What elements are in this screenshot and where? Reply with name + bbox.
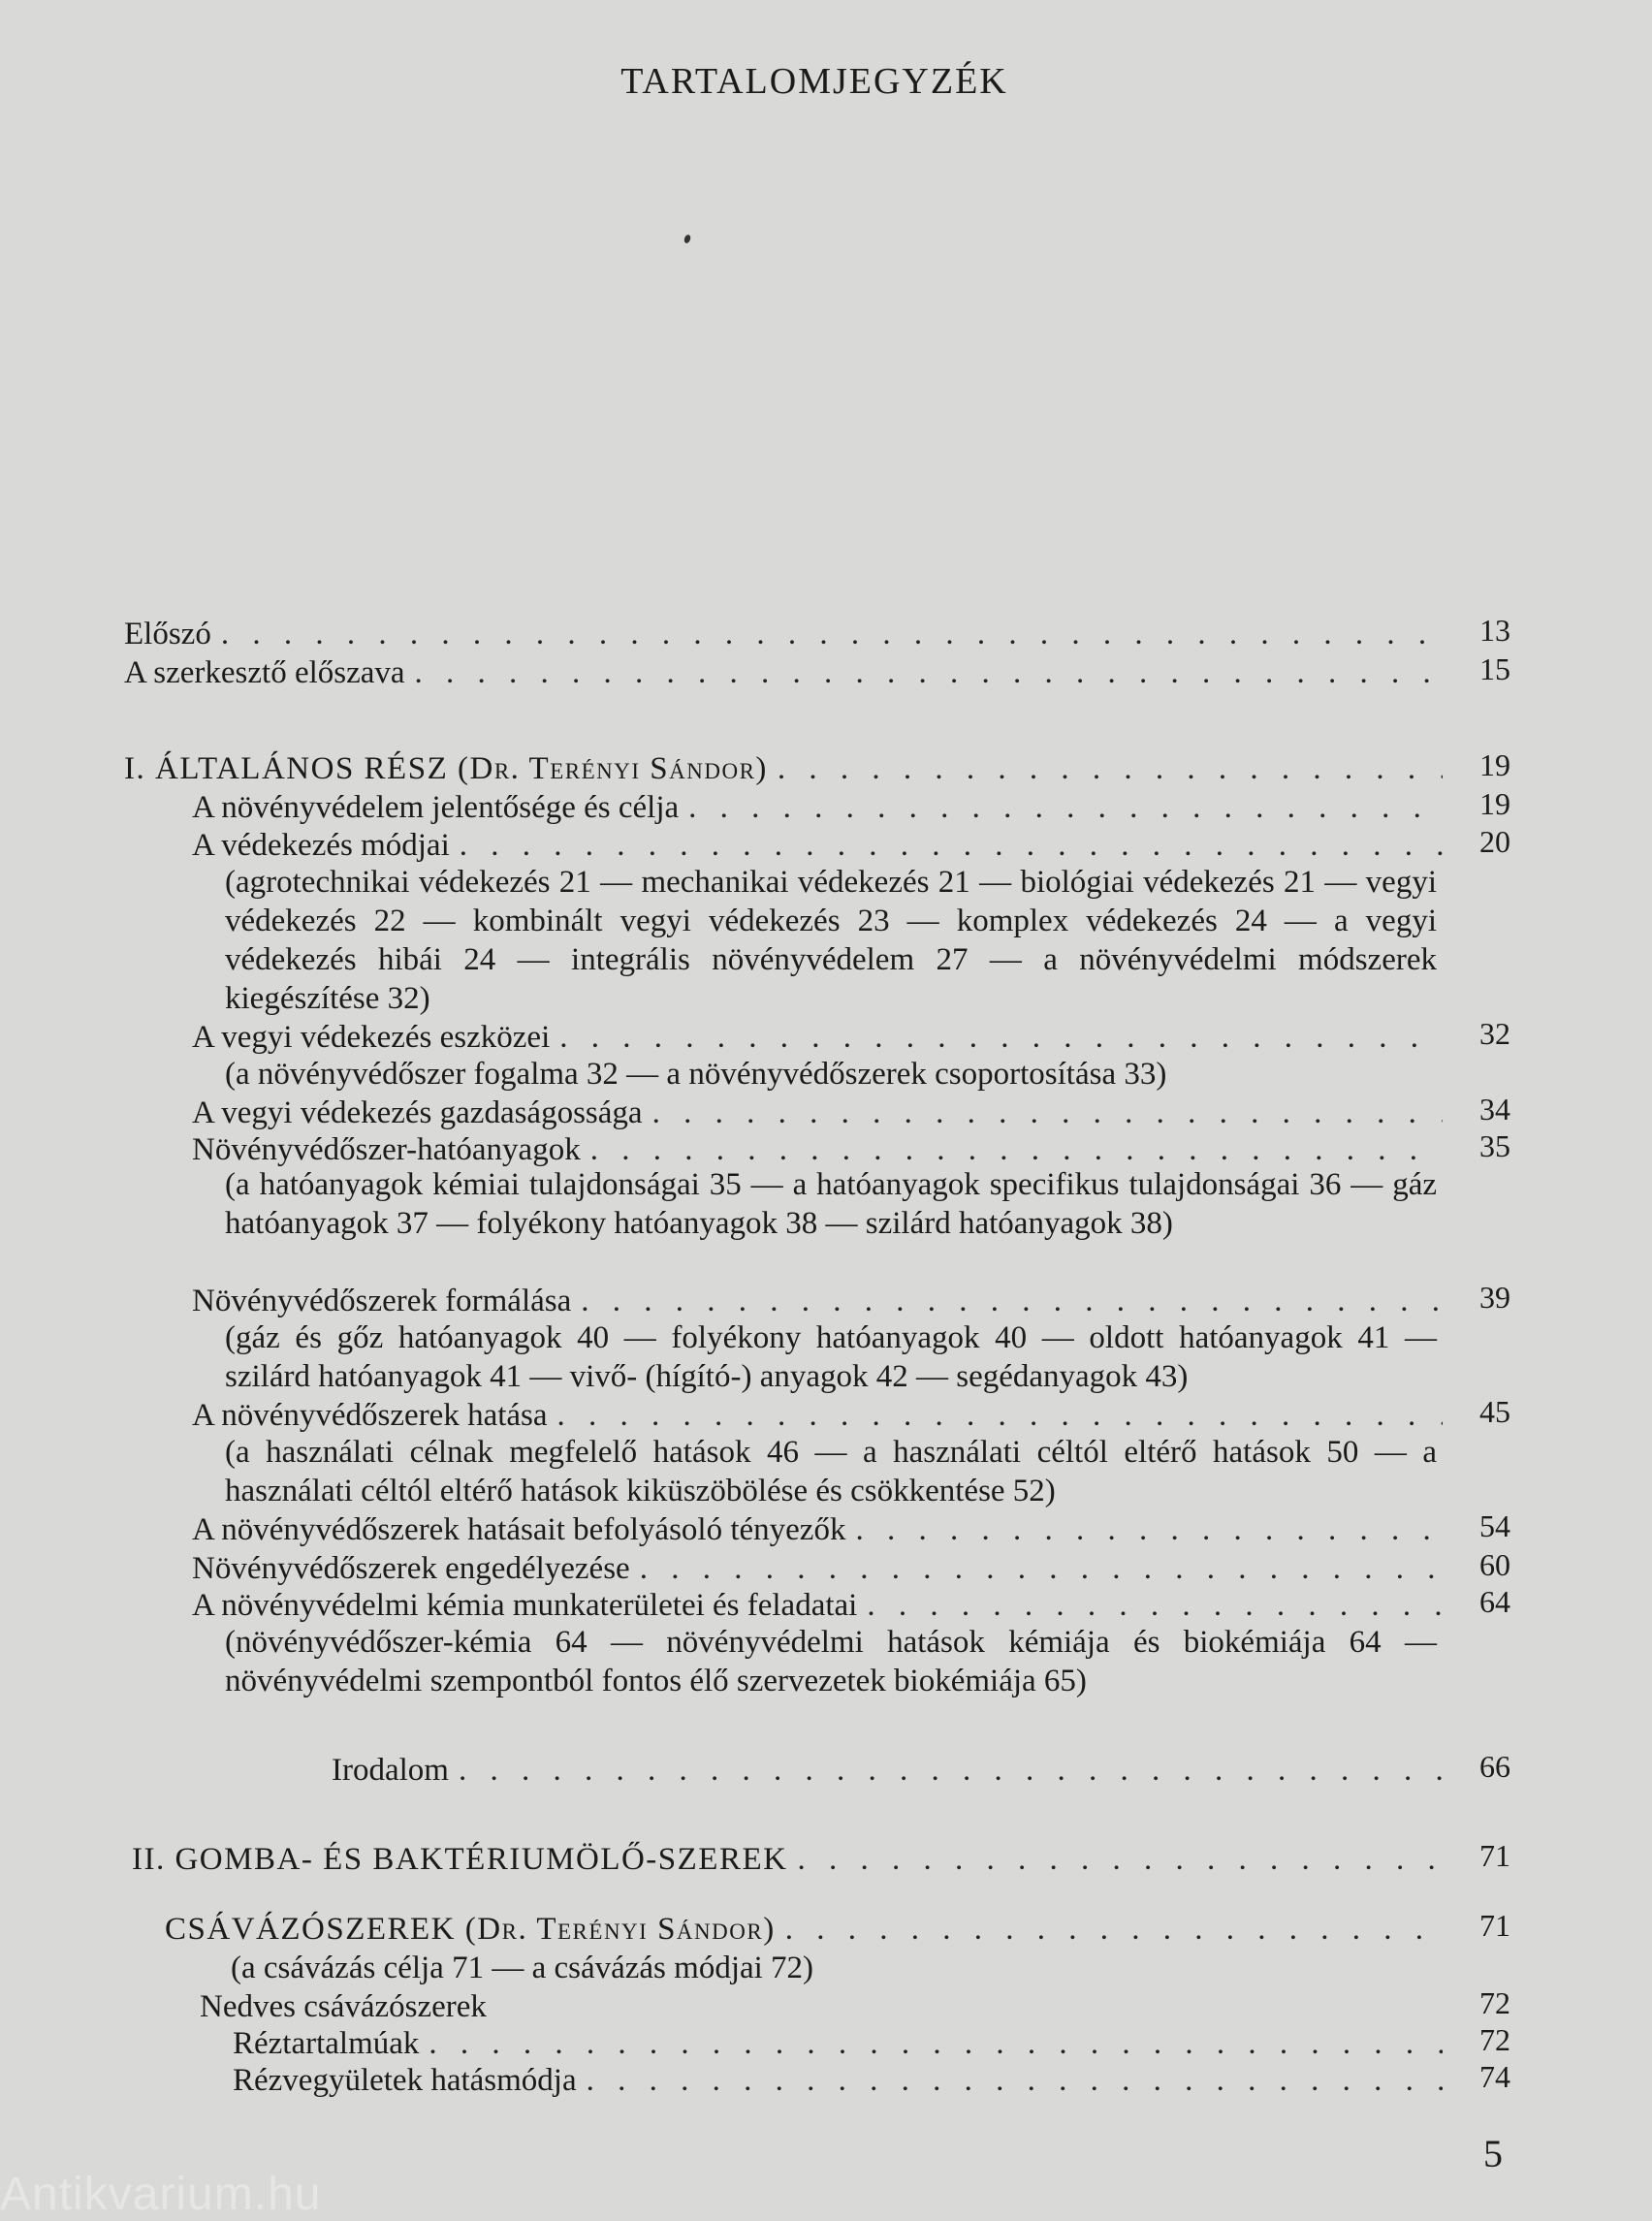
toc-entry-label: A növényvédelmi kémia munkaterületei és feladatai xyxy=(192,1588,858,1623)
part-heading-prefix: I. ÁLTALÁNOS RÉSZ ( xyxy=(124,751,470,786)
toc-entry[interactable] xyxy=(192,1394,1443,1437)
dot-leader xyxy=(867,1584,1443,1627)
toc-entry-label: Előszó xyxy=(124,617,211,651)
dot-leader xyxy=(855,1508,1443,1551)
toc-entry-label: A növényvédőszerek hatásait befolyásoló tényezők xyxy=(192,1512,846,1547)
toc-page-number: 71 xyxy=(1479,1908,1510,1943)
watermark: Antikvarium.hu xyxy=(0,2169,322,2220)
dot-leader xyxy=(415,651,1443,694)
toc-page-number: 64 xyxy=(1479,1584,1510,1619)
toc-page-number: 15 xyxy=(1479,651,1510,686)
toc-page-number: 74 xyxy=(1479,2059,1510,2094)
toc-page-number: 66 xyxy=(1479,1749,1510,1784)
ink-speck xyxy=(683,234,692,244)
toc-entry-szerkeszto-eloszava[interactable] xyxy=(124,651,1443,694)
toc-page-number: 32 xyxy=(1479,1016,1510,1051)
dot-leader xyxy=(581,1280,1443,1322)
toc-entry-label: A védekezés módjai xyxy=(192,828,450,863)
dot-leader xyxy=(557,1394,1443,1437)
dot-leader xyxy=(797,1838,1443,1881)
toc-page-number: 19 xyxy=(1479,786,1510,821)
section-heading-csavazoszerek[interactable] xyxy=(165,1908,1443,1951)
toc-entry-description: (a hatóanyagok kémiai tulajdonságai 35 — a hatóanyagok specifikus tulajdonságai 36 — gáz hatóanyagok 37 — folyékony hatóanyagok 38 — szilárd hatóanyagok 38) xyxy=(225,1167,1437,1241)
toc-entry-description: (a növényvédőszer fogalma 32 — a növényvédőszerek csoportosítása 33) xyxy=(225,1057,1167,1092)
toc-entry[interactable] xyxy=(192,786,1443,829)
toc-page-number: 71 xyxy=(1479,1838,1510,1873)
toc-page-number: 13 xyxy=(1479,613,1510,648)
toc-entry[interactable] xyxy=(233,2059,1443,2102)
toc-entry[interactable] xyxy=(192,1016,1443,1059)
author-name: Dr. Terényi Sándor xyxy=(469,751,756,786)
part-heading-gomba-es-bakteriumolo-szerek[interactable] xyxy=(132,1838,1443,1881)
section-heading-suffix: ) xyxy=(763,1912,776,1947)
toc-entry[interactable] xyxy=(192,824,1443,867)
toc-entry-label: Irodalom xyxy=(332,1753,449,1788)
toc-entry-eloszo[interactable] xyxy=(124,613,1443,655)
dot-leader xyxy=(688,786,1443,829)
toc-entry-label: II. GOMBA- ÉS BAKTÉRIUMÖLŐ-SZEREK xyxy=(132,1842,788,1877)
toc-entry-label: A vegyi védekezés gazdaságossága xyxy=(192,1095,643,1130)
dot-leader xyxy=(785,1908,1443,1951)
toc-entry-description: (agrotechnikai védekezés 21 — mechanikai védekezés 21 — biológiai védekezés 21 — vegyi védekezés 22 — kombinált vegyi védekezés 23 — komplex védekezés 24 — a vegyi védekezés hibái 24 — integrális növényvédelem 27 — a növényvédelmi módszerek kiegészítése 32) xyxy=(225,865,1437,1016)
toc-entry-label: Réztartalmúak xyxy=(233,2026,420,2061)
toc-page-number: 34 xyxy=(1479,1092,1510,1126)
dot-leader xyxy=(459,1749,1443,1792)
toc-page-number: 20 xyxy=(1479,824,1510,859)
toc-entry-label: Növényvédőszer-hatóanyagok xyxy=(192,1132,581,1167)
toc-entry-description: (gáz és gőz hatóanyagok 40 — folyékony hatóanyagok 40 — oldott hatóanyagok 41 — szilárd hatóanyagok 41 — vivő- (hígító-) anyagok 42 — segédanyagok 43) xyxy=(225,1320,1437,1394)
toc-entry[interactable] xyxy=(192,1508,1443,1551)
toc-entry-label: A növényvédőszerek hatása xyxy=(192,1398,548,1433)
toc-page-number: 60 xyxy=(1479,1547,1510,1582)
toc-page-number: 72 xyxy=(1479,2022,1510,2057)
toc-entry-description: (a csávázás célja 71 — a csávázás módjai 72) xyxy=(231,1951,814,1985)
toc-page-number: 54 xyxy=(1479,1508,1510,1543)
dot-leader xyxy=(587,2059,1443,2102)
page-title: TARTALOMJEGYZÉK xyxy=(620,61,1008,102)
toc-entry-label: A növényvédelem jelentősége és célja xyxy=(192,790,680,825)
toc-page-number: 35 xyxy=(1479,1128,1510,1163)
author-name: Dr. Terényi Sándor xyxy=(477,1912,764,1947)
toc-entry-label: A szerkesztő előszava xyxy=(124,655,405,690)
dot-leader xyxy=(221,613,1443,655)
dot-leader xyxy=(460,824,1443,867)
toc-entry-description: (növényvédőszer-kémia 64 — növényvédelmi hatások kémiája és biokémiája 64 — növényvédelmi szempontból fontos élő szervezetek biokémiája 65) xyxy=(225,1625,1437,1698)
dot-leader xyxy=(778,747,1443,790)
part-heading-suffix: ) xyxy=(755,751,768,786)
toc-entry-label: Rézvegyületek hatásmódja xyxy=(233,2063,577,2098)
toc-page-number: 72 xyxy=(1479,1985,1510,2020)
page-number: 5 xyxy=(1483,2132,1503,2175)
dot-leader xyxy=(559,1016,1443,1059)
toc-entry[interactable] xyxy=(192,1280,1443,1322)
toc-entry[interactable] xyxy=(192,1584,1443,1627)
toc-entry-label: A vegyi védekezés eszközei xyxy=(192,1020,551,1055)
section-heading-prefix: CSÁVÁZÓSZEREK ( xyxy=(165,1912,478,1947)
toc-page-number: 39 xyxy=(1479,1280,1510,1315)
toc-entry-description: (a használati célnak megfelelő hatások 46 — a használati céltól eltérő hatások 50 — a használati céltól eltérő hatások kiküszöbölése és csökkentése 52) xyxy=(225,1435,1437,1508)
toc-entry-irodalom[interactable] xyxy=(332,1749,1443,1792)
toc-entry-label: Növényvédőszerek formálása xyxy=(192,1284,572,1318)
toc-entry-label: Növényvédőszerek engedélyezése xyxy=(192,1551,630,1586)
toc-page-number: 19 xyxy=(1479,747,1510,782)
part-heading-altalanos-resz[interactable] xyxy=(124,747,1443,790)
toc-page-number: 45 xyxy=(1479,1394,1510,1429)
toc-entry-label: Nedves csávázószerek xyxy=(200,1989,487,2024)
